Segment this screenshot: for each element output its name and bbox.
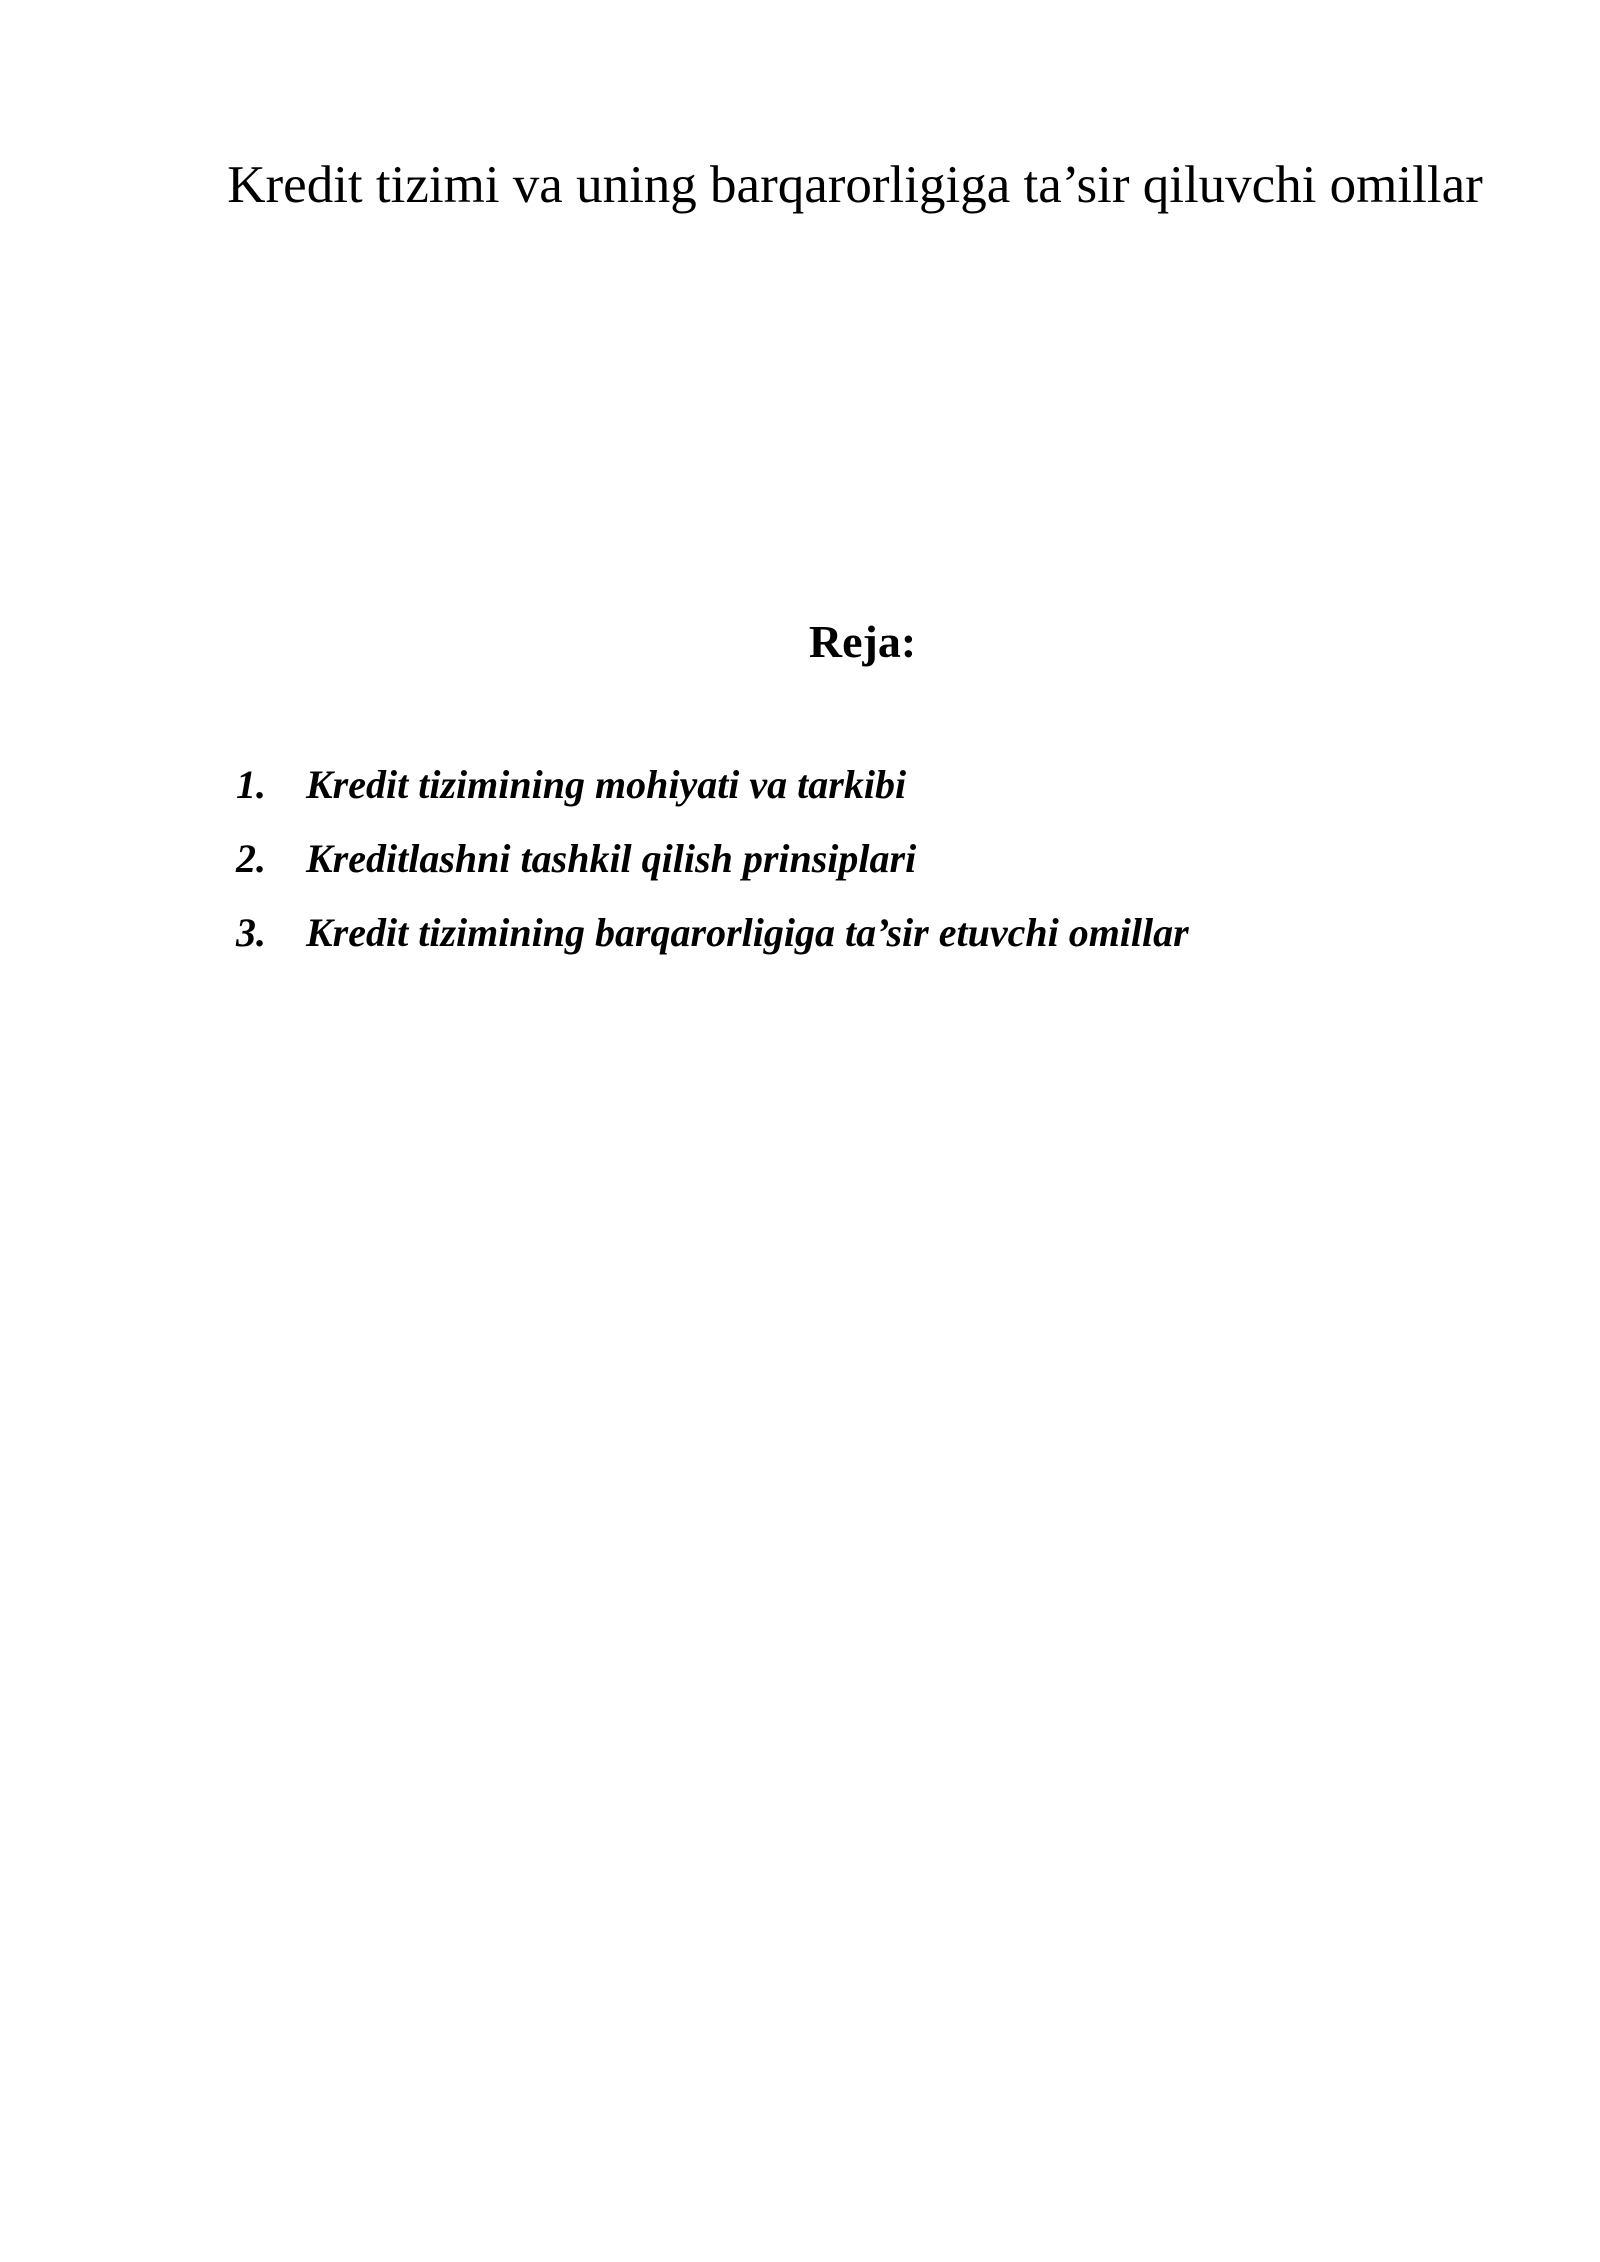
list-item-number: 3.: [236, 910, 266, 955]
list-item: [236, 760, 1189, 834]
list-item-number: 2.: [236, 836, 266, 881]
plan-heading: Reja:: [808, 616, 917, 667]
list-item-text: Kredit tizimining barqarorligiga ta’sir etuvchi omillar: [306, 910, 1189, 955]
list-item-text: Kreditlashni tashkil qilish prinsiplari: [306, 836, 917, 881]
list-item-text: Kredit tizimining mohiyati va tarkibi: [306, 762, 907, 807]
list-item: [236, 834, 1189, 908]
list-item: [236, 908, 1189, 982]
list-item-number: 1.: [236, 762, 266, 807]
plan-list: [236, 760, 1189, 982]
page-title: Kredit tizimi va uning barqarorligiga ta’sir qiluvchi omillar: [227, 156, 1483, 214]
